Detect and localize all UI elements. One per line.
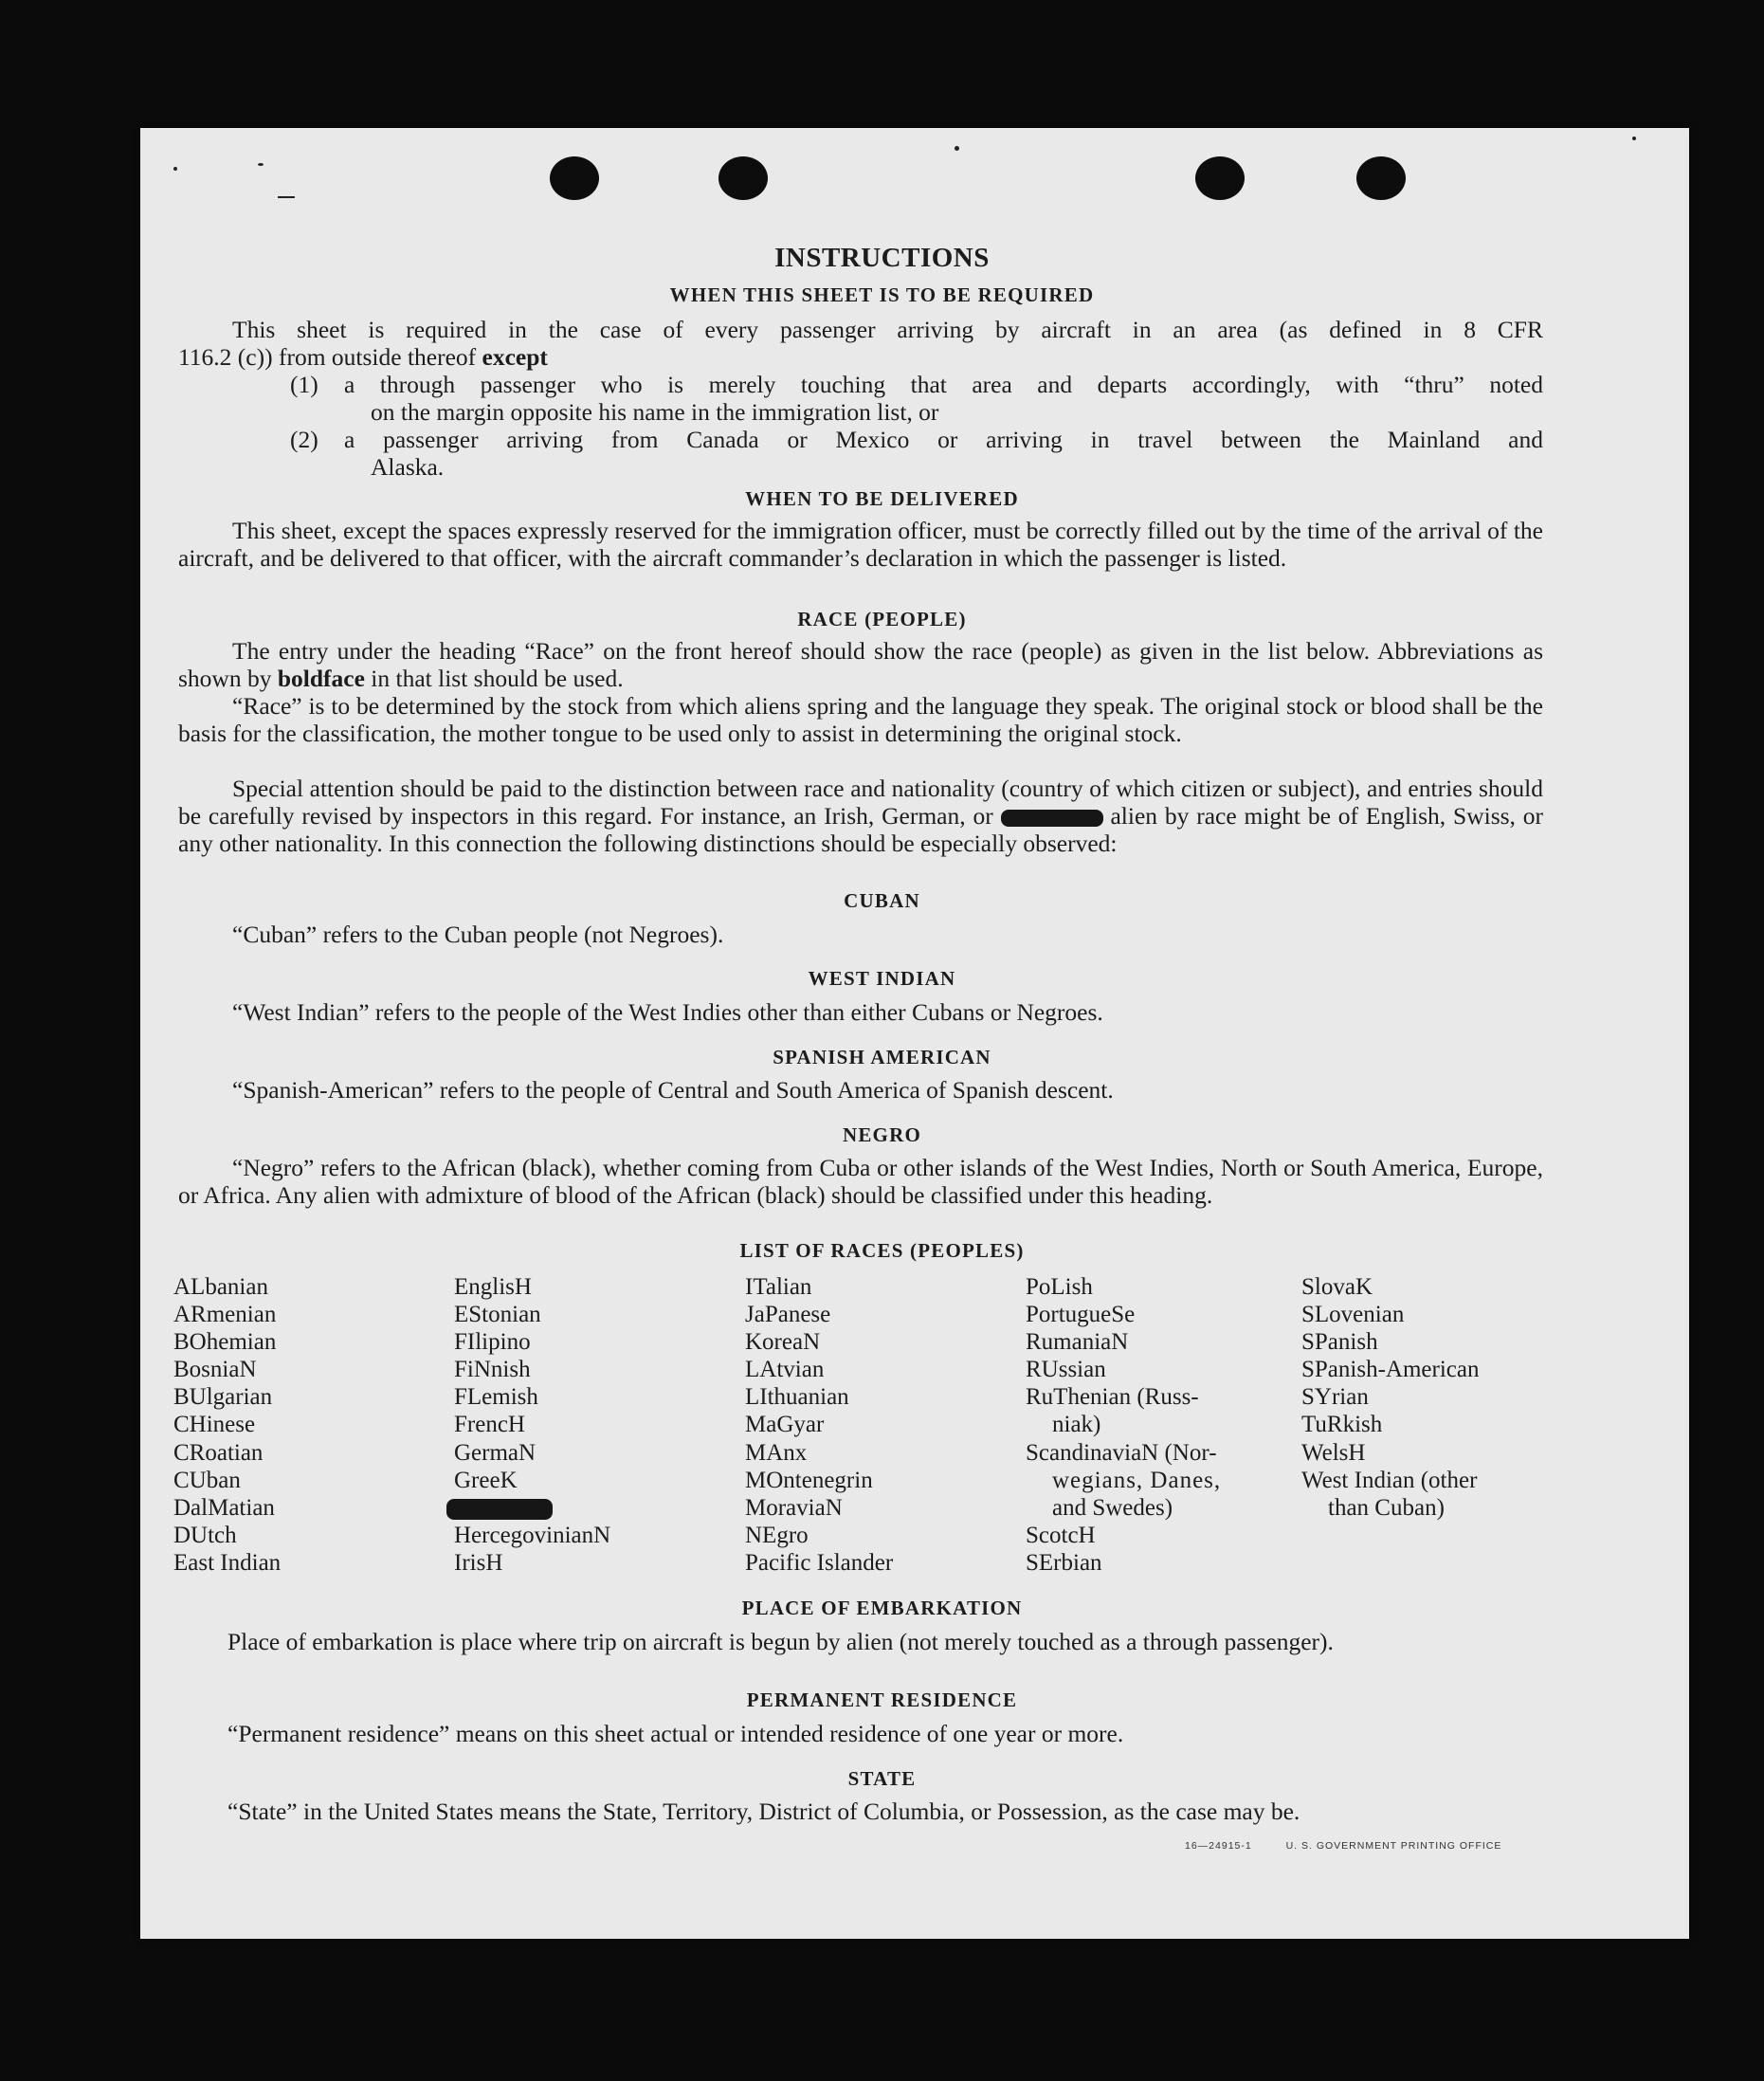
race-column-1 <box>173 1273 281 1577</box>
race-column-4 <box>1026 1273 1221 1577</box>
text-line: a passenger arriving from Canada or Mexico or arriving in travel between the Mainland and <box>344 426 1543 453</box>
race-item: WelsH <box>1301 1439 1366 1466</box>
race-item: FiNnish <box>454 1357 531 1383</box>
paragraph-race-2: “Race” is to be determined by the stock from which aliens spring and the language they speak. The original stock or blood shall be the basis for the classification, the mother tongue to be used only to assist in determining the original stock. <box>178 692 1543 747</box>
race-item: DalMatian <box>173 1494 275 1521</box>
paragraph-when-required <box>178 316 1543 371</box>
paragraph-spanish-american: “Spanish-American” refers to the people of Central and South America of Spanish descent. <box>232 1076 1114 1104</box>
text-line: alien by race might be of English, Swiss, or any other nationality. In this connection the following distinctions should be especially observed: <box>178 802 1544 857</box>
race-item: FLemish <box>454 1384 538 1411</box>
paragraph-cuban: “Cuban” refers to the Cuban people (not Negroes). <box>232 921 724 948</box>
race-item: BosniaN <box>173 1357 257 1383</box>
text-line: in that list should be used. <box>371 665 624 692</box>
page-title: INSTRUCTIONS <box>774 243 990 273</box>
printer-name: U. S. GOVERNMENT PRINTING OFFICE <box>1285 1840 1502 1852</box>
section-heading: WHEN TO BE DELIVERED <box>745 487 1019 510</box>
print-footer <box>1185 1840 1501 1852</box>
section-heading: PERMANENT RESIDENCE <box>746 1689 1018 1711</box>
text-line: on the margin opposite his name in the immigration list, or <box>371 398 939 426</box>
race-item: LAtvian <box>745 1357 825 1383</box>
race-item: SYrian <box>1301 1384 1369 1411</box>
section-heading: WHEN THIS SHEET IS TO BE REQUIRED <box>669 283 1095 306</box>
race-item: LIthuanian <box>745 1384 849 1411</box>
speck <box>1632 137 1636 140</box>
race-item: MAnx <box>745 1439 808 1466</box>
exception-item <box>290 371 1543 426</box>
section-heading: PLACE OF EMBARKATION <box>741 1597 1023 1619</box>
speck <box>955 146 959 151</box>
race-item: CUban <box>173 1467 241 1493</box>
item-number: (2) <box>290 426 318 453</box>
bold-term: boldface <box>277 665 365 692</box>
race-item: SPanish <box>1301 1329 1378 1356</box>
punch-hole <box>1356 156 1406 200</box>
race-item: RuThenian (Russ- <box>1026 1384 1199 1411</box>
race-item-redacted <box>454 1494 610 1522</box>
paragraph-embarkation: Place of embarkation is place where trip on aircraft is begun by alien (not merely touched as a through passenger). <box>227 1628 1334 1655</box>
race-item: BUlgarian <box>173 1384 273 1411</box>
punch-hole <box>718 156 768 200</box>
race-item: TuRkish <box>1301 1412 1383 1438</box>
race-item: IrisH <box>454 1549 503 1576</box>
text-line: a through passenger who is merely touching that area and departs accordingly, with “thru” noted <box>344 371 1543 398</box>
race-item: SErbian <box>1026 1549 1102 1576</box>
race-item: GreeK <box>454 1467 518 1493</box>
section-heading: LIST OF RACES (PEOPLES) <box>739 1239 1025 1262</box>
race-item: CRoatian <box>173 1439 264 1466</box>
race-item: SLovenian <box>1301 1302 1405 1328</box>
race-item: ALbanian <box>173 1274 268 1300</box>
punch-hole <box>550 156 599 200</box>
race-item: Pacific Islander <box>745 1549 894 1576</box>
redaction-mark <box>1001 810 1103 827</box>
race-item: MaGyar <box>745 1412 825 1438</box>
speck <box>278 196 295 198</box>
section-heading: SPANISH AMERICAN <box>773 1046 991 1068</box>
text-line: Alaska. <box>371 453 445 481</box>
section-heading: STATE <box>847 1767 917 1790</box>
race-item: RUssian <box>1026 1357 1106 1383</box>
paragraph-race-3 <box>178 775 1543 857</box>
race-item: ARmenian <box>173 1302 277 1328</box>
paragraph-negro: “Negro” refers to the African (black), whether coming from Cuba or other islands of the West Indies, North or South America, Europe, or Africa. Any alien with admixture of blood of the African (black) should be classified under this heading. <box>178 1154 1543 1209</box>
redaction-mark <box>446 1499 553 1520</box>
race-item: BOhemian <box>173 1329 277 1356</box>
race-item: NEgro <box>745 1522 809 1548</box>
race-item: niak) <box>1052 1412 1101 1438</box>
race-item: FIlipino <box>454 1329 531 1356</box>
race-item: GermaN <box>454 1439 536 1466</box>
race-column-2 <box>454 1273 610 1577</box>
paragraph-when-delivered: This sheet, except the spaces expressly reserved for the immigration officer, must be correctly filled out by the time of the arrival of the aircraft, and be delivered to that officer, with the aircraft commander’s declaration in which the passenger is listed. <box>178 517 1543 572</box>
race-item: MoraviaN <box>745 1494 843 1521</box>
paragraph-race-1 <box>178 637 1543 692</box>
race-item: MOntenegrin <box>745 1467 873 1493</box>
race-item: HercegovinianN <box>454 1522 611 1548</box>
exception-item <box>290 426 1543 481</box>
text-line: Special attention should be paid to the distinction between race and nationality (country of which citizen or subject), and entries should be carefully revised by inspectors in this regard. For instance, an Irish, German, or <box>178 775 1543 830</box>
race-item: EnglisH <box>454 1274 532 1300</box>
punch-hole <box>1195 156 1245 200</box>
speck <box>173 167 177 171</box>
race-item: EStonian <box>454 1302 541 1328</box>
race-item: CHinese <box>173 1412 256 1438</box>
race-item: DUtch <box>173 1522 237 1548</box>
race-item: RumaniaN <box>1026 1329 1129 1356</box>
race-item: FrencH <box>454 1412 525 1438</box>
paragraph-west-indian: “West Indian” refers to the people of the West Indies other than either Cubans or Negroes. <box>232 998 1103 1026</box>
form-number: 16—24915-1 <box>1185 1840 1252 1852</box>
race-item: ScotcH <box>1026 1522 1096 1548</box>
bold-term: except <box>482 343 548 371</box>
text-line: 116.2 (c)) from outside thereof <box>178 343 477 371</box>
race-item: and Swedes) <box>1052 1494 1173 1521</box>
race-item: ScandinaviaN (Nor- <box>1026 1439 1217 1466</box>
race-item: wegians, Danes, <box>1052 1467 1222 1493</box>
paragraph-state: “State” in the United States means the State, Territory, District of Columbia, or Possession, as the case may be. <box>227 1798 1300 1825</box>
race-item: PortugueSe <box>1026 1302 1136 1328</box>
race-item: KoreaN <box>745 1329 821 1356</box>
race-column-5 <box>1301 1273 1479 1522</box>
text-line: This sheet is required in the case of every passenger arriving by aircraft in an area (as defined in 8 CFR <box>232 316 1543 343</box>
text-line: The entry under the heading “Race” on the front hereof should show the race (people) as given in the list below. Abbreviations as shown by <box>178 637 1543 692</box>
race-item: than Cuban) <box>1328 1494 1445 1521</box>
section-heading: RACE (PEOPLE) <box>797 608 967 630</box>
section-heading: NEGRO <box>842 1123 921 1146</box>
section-heading: WEST INDIAN <box>808 967 956 990</box>
race-item: SlovaK <box>1301 1274 1373 1300</box>
race-column-3 <box>745 1273 893 1577</box>
paragraph-residence: “Permanent residence” means on this sheet actual or intended residence of one year or more. <box>227 1720 1124 1747</box>
section-heading: CUBAN <box>844 889 920 912</box>
race-item: ITalian <box>745 1274 812 1300</box>
race-item: PoLish <box>1026 1274 1093 1300</box>
race-item: East Indian <box>173 1549 282 1576</box>
race-item: West Indian (other <box>1301 1467 1478 1493</box>
speck <box>258 163 264 166</box>
race-item: SPanish-American <box>1301 1357 1480 1383</box>
race-item: JaPanese <box>745 1302 831 1328</box>
item-number: (1) <box>290 371 318 398</box>
